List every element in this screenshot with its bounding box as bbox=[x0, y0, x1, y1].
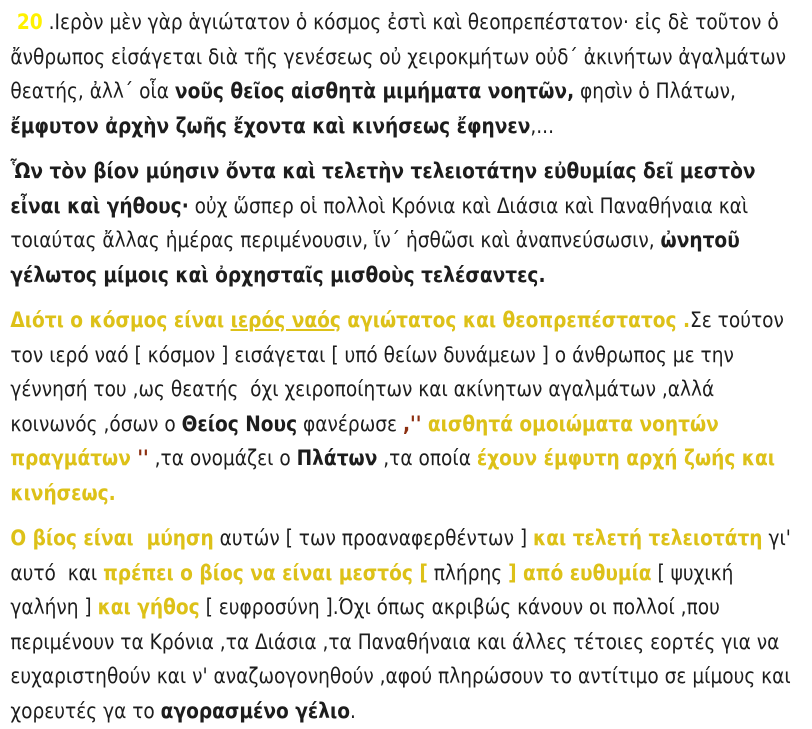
text-run: οὐχ ὥσπερ οἱ πολλοὶ Κρόνια καὶ Διάσια καὶ Παναθήναια καὶ τοιαύτας ἄλλας ἡμέρας περιμένουσιν, ἵν΄ ἡσθῶσι καὶ ἀναπνεύσωσιν, bbox=[10, 193, 755, 253]
text-run: και γήθος bbox=[97, 595, 200, 620]
text-run: φησὶν ὁ Πλάτων, bbox=[574, 79, 742, 104]
text-run: . bbox=[350, 698, 356, 724]
text-run: έχουν έμφυτη αρχή ζωής και κινήσεως. bbox=[10, 446, 782, 506]
text-run: Διότι ο κόσμος είναι bbox=[10, 308, 231, 333]
text-run: ] από ευθυμία bbox=[508, 560, 652, 586]
text-run: Ὧν τὸν βίον μύησιν ὄντα καὶ τελετὴν τελειοτάτην εὐθυμίας δεῖ μεστὸν εἶναι καὶ γήθους· bbox=[10, 159, 763, 219]
text-run: πρέπει ο βίος να είναι μεστός [ bbox=[103, 560, 428, 586]
text-run: ,... bbox=[530, 113, 554, 139]
text-run: Σε τούτον τον ιερό ναό [ κόσμον ] εισάγεται [ υπό θείων δυνάμεων ] ο άνθρωπος με την γέννησή του ,ως θεατής όχι χειροποίητων και ακίνητων αγαλμάτων ,αλλά κοινωνός ,όσων ο bbox=[10, 308, 790, 437]
translation-paragraph-2 bbox=[10, 522, 801, 729]
text-run: νοῦς θεῖος αἰσθητὰ μιμήματα νοητῶν, bbox=[174, 79, 575, 104]
text-run: ,τα οποία bbox=[377, 446, 477, 471]
text-run: [ ψυχική γαλήνη ] bbox=[10, 560, 740, 620]
text-run: αισθητά ομοιώματα νοητών πραγμάτων bbox=[10, 411, 726, 471]
text-run: Πλάτων bbox=[296, 446, 378, 471]
ancient-greek-paragraph-2 bbox=[10, 155, 801, 293]
translation-paragraph-1 bbox=[10, 304, 801, 511]
text-run: και τελετή τελειοτάτη bbox=[533, 526, 763, 551]
text-run: αγιώτατος και θεοπρεπέστατος . bbox=[340, 308, 690, 333]
text-run: ιερός ναός bbox=[230, 308, 341, 333]
text-run: [ ευφροσύνη ].Όχι όπως ακριβώς κάνουν οι πολλοί ,που περιμένουν τα Κρόνια ,τα Διάσια ,τα Παναθήναια και άλλες τέτοιες εορτές για να ευχαριστηθούν και ν' αναζωογονηθούν ,αφού πληρώσουν το αντίτιμο σε μίμους και χορευτές γα το bbox=[10, 595, 797, 724]
text-run: .Ιερὸν μὲν γὰρ ἁγιώτατον ὁ κόσμος ἐστὶ καὶ θεοπρεπέστατον· εἰς δὲ τοῦτον ὁ ἄνθρωπος εἰσάγεται διὰ τῆς γενέσεως οὐ χειροκμήτων οὐδ΄ ἀκινήτων ἀγαλμάτων θεατής, ἀλλ΄ οἷα bbox=[10, 10, 792, 104]
text-run: 20 bbox=[10, 10, 43, 35]
text-run: γι' αυτό και bbox=[10, 526, 797, 586]
text-run: αυτών [ των προαναφερθέντων ] bbox=[213, 526, 534, 551]
text-run: ἔμφυτον ἀρχὴν ζωῆς ἔχοντα καὶ κινήσεως ἔφηνεν bbox=[10, 113, 531, 139]
text-run: φανέρωσε bbox=[297, 411, 403, 437]
text-run: πλήρης bbox=[427, 560, 509, 586]
text-run: Ο βίος είναι μύηση bbox=[10, 526, 214, 551]
ancient-greek-paragraph-1 bbox=[10, 6, 801, 144]
text-run: ,τα ονομάζει ο bbox=[148, 446, 297, 471]
text-run: '' bbox=[137, 446, 149, 471]
text-run: ,'' bbox=[402, 411, 422, 437]
text-run: Θείος Νους bbox=[181, 411, 298, 437]
text-run: αγορασμένο γέλιο bbox=[160, 698, 351, 724]
text-run: ὠνητοῦ γέλωτος μίμοις καὶ ὀρχησταῖς μισθοὺς τελέσαντες. bbox=[10, 228, 747, 288]
